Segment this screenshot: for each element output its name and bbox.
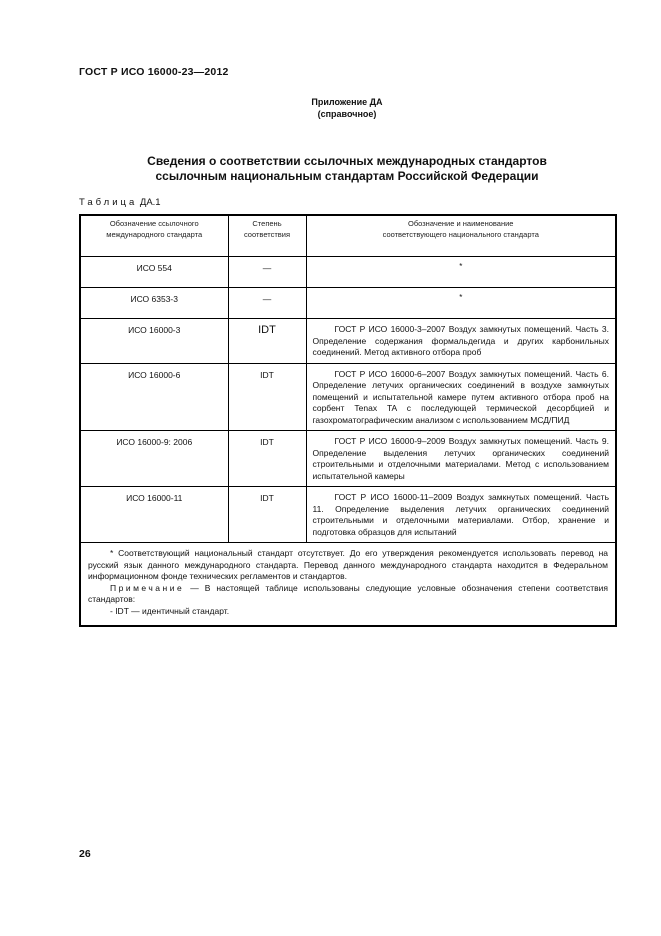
table-notes-row (80, 543, 616, 627)
cell-international-standard: ИСО 16000-11 (80, 487, 228, 543)
cell-degree: IDT (228, 487, 306, 543)
cell-degree: IDT (228, 431, 306, 487)
page-title-line-1: Сведения о соответствии ссылочных международных стандартов (147, 154, 547, 168)
note-word: Примечание (110, 582, 185, 593)
correspondence-table (79, 214, 617, 627)
table-header-row (80, 215, 616, 257)
table-notes (80, 543, 616, 627)
table-row (80, 487, 616, 543)
note-text: — В настоящей таблице использованы следующие условные обозначения степени соответствия стандартов: (88, 582, 608, 604)
page-title-line-2: ссылочным национальным стандартам Российской Федерации (155, 169, 539, 183)
cell-degree: — (228, 257, 306, 288)
cell-national-standard: ГОСТ Р ИСО 16000-6–2007 Воздух замкнутых помещений. Часть 6. Определение летучих органических соединений в воздухе замкнутых помещений и испытательной камере путем активного отбора проб на сорбент Tenax TA с последующей термической десорбцией и газохроматографическим анализом с использованием МСД/ПИД (306, 363, 616, 431)
cell-degree: IDT (228, 319, 306, 364)
cell-international-standard: ИСО 6353-3 (80, 288, 228, 319)
page-number: 26 (79, 848, 91, 860)
document-code: ГОСТ Р ИСО 16000-23—2012 (79, 66, 229, 78)
cell-national-standard: ГОСТ Р ИСО 16000-9–2009 Воздух замкнутых помещений. Часть 9. Определение выделения летучих органических соединений строительными и отделочными материалами. Метод с использованием испытательной камеры (306, 431, 616, 487)
table-row (80, 319, 616, 364)
note-item: - IDT — идентичный стандарт. (110, 605, 230, 616)
page-title (79, 154, 615, 184)
cell-international-standard: ИСО 16000-9: 2006 (80, 431, 228, 487)
column-header-national: Обозначение и наименование соответствующего национального стандарта (306, 215, 616, 257)
footnote: * Соответствующий национальный стандарт отсутствует. До его утверждения рекомендуется использовать перевод на русский язык данного международного стандарта. Перевод данного международного стандарта находится в Федеральном информационном фонде технических регламентов и стандартов. (88, 548, 608, 581)
cell-international-standard: ИСО 16000-6 (80, 363, 228, 431)
cell-degree: IDT (228, 363, 306, 431)
table-row (80, 257, 616, 288)
cell-degree: — (228, 288, 306, 319)
appendix-title: Приложение ДА (311, 97, 383, 107)
table-row (80, 288, 616, 319)
column-header-international: Обозначение ссылочного международного стандарта (80, 215, 228, 257)
cell-national-standard: ГОСТ Р ИСО 16000-11–2009 Воздух замкнутых помещений. Часть 11. Определение выделения летучих органических соединений строительными и отделочными материалами. Отбор, хранение и подготовка образцов для испытаний (306, 487, 616, 543)
appendix-note: (справочное) (317, 109, 377, 119)
cell-national-standard: * (306, 257, 616, 288)
table-row (80, 431, 616, 487)
cell-international-standard: ИСО 16000-3 (80, 319, 228, 364)
table-caption (79, 197, 161, 208)
table-caption-number: ДА.1 (139, 197, 161, 208)
column-header-degree: Степень соответствия (228, 215, 306, 257)
cell-national-standard: * (306, 288, 616, 319)
table-caption-word: Таблица (79, 197, 138, 208)
cell-international-standard: ИСО 554 (80, 257, 228, 288)
table-row (80, 363, 616, 431)
note (88, 583, 608, 606)
appendix-heading (79, 96, 615, 120)
cell-national-standard: ГОСТ Р ИСО 16000-3–2007 Воздух замкнутых помещений. Часть 3. Определение содержания формальдегида и других карбонильных соединений. Метод активного отбора проб (306, 319, 616, 364)
